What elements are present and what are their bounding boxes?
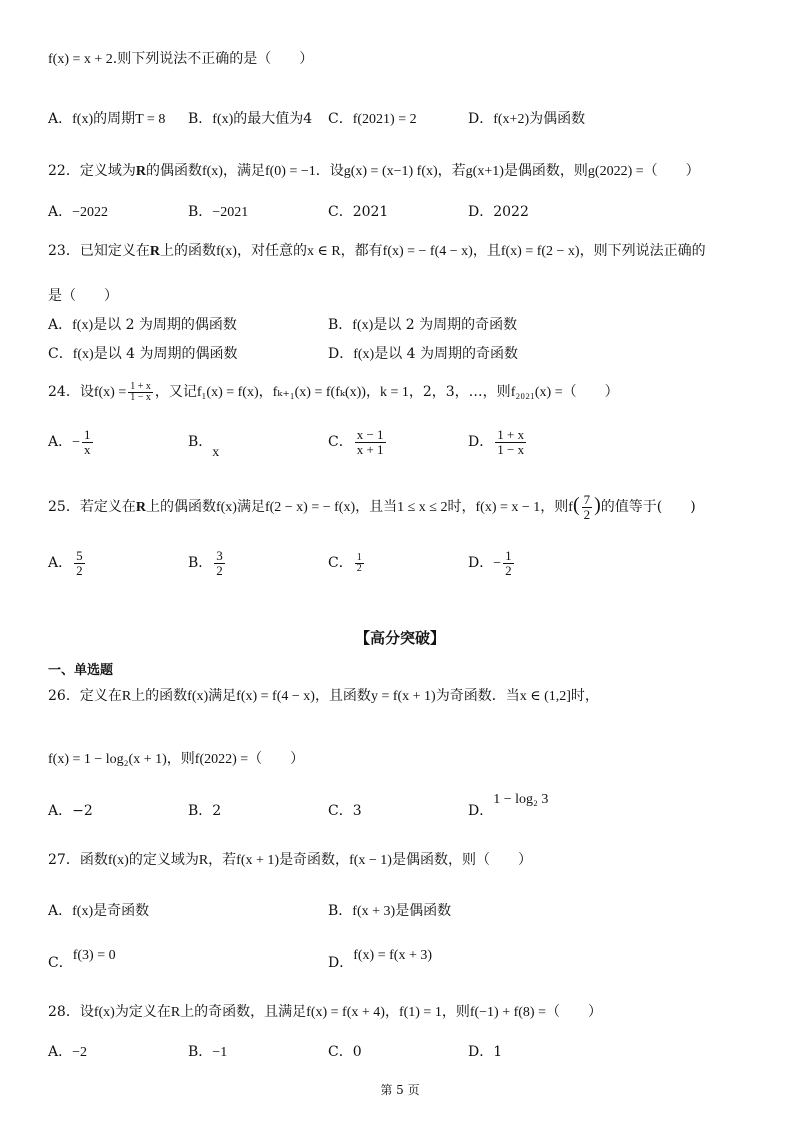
text: 为偶函数 xyxy=(529,111,586,127)
q28-option-a[interactable] xyxy=(48,1043,87,1062)
label: D．1 xyxy=(468,1044,503,1060)
q25-option-d[interactable] xyxy=(468,548,516,579)
label: D． xyxy=(468,434,494,450)
text: 的值等于( ) xyxy=(600,499,696,515)
math: f(x) xyxy=(201,164,223,179)
label: C． xyxy=(328,434,353,450)
q25-option-a[interactable] xyxy=(48,548,87,578)
text: ，且函数 xyxy=(314,688,371,704)
math: f(2022) = xyxy=(194,752,249,767)
label: D． xyxy=(468,111,494,127)
math: g(x) = (x−1) f(x) xyxy=(343,164,438,179)
math: f(x) xyxy=(352,318,374,333)
text: 时， xyxy=(570,688,599,704)
math: f(3) = 0 xyxy=(72,948,116,963)
label: C．2021 xyxy=(328,204,389,220)
math: 1 ≤ x ≤ 2 xyxy=(397,500,448,515)
label: A． xyxy=(48,434,73,450)
q23-option-b[interactable] xyxy=(328,316,517,335)
label: D． xyxy=(468,803,494,819)
math: f(x) = 1 − log₂(x + 1) xyxy=(48,752,167,767)
math: −2021 xyxy=(212,205,249,220)
text: 的偶函数 xyxy=(145,163,202,179)
q23-option-d[interactable] xyxy=(328,345,518,364)
text: 函数 xyxy=(79,852,108,868)
fraction xyxy=(503,549,514,578)
label: A． xyxy=(48,317,73,333)
label: A． xyxy=(48,903,73,919)
q26-stem xyxy=(48,687,599,706)
q24-fraction xyxy=(128,382,153,403)
text: 的最大值为4 xyxy=(233,111,313,127)
math: f(x) xyxy=(215,244,237,259)
math: f(x) = f(4 − x) xyxy=(236,689,315,704)
label: B． xyxy=(188,434,213,450)
denominator: 2 xyxy=(76,562,83,578)
section-subtitle: 一、单选题 xyxy=(48,663,114,678)
q22-stem xyxy=(48,162,700,181)
math: f(x) xyxy=(93,1005,115,1020)
q21-option-c[interactable] xyxy=(328,110,417,129)
text: ，则下列说法正确的 xyxy=(579,243,706,259)
math: x ∈ R xyxy=(306,244,341,259)
text: 为定义在 xyxy=(114,1004,171,1020)
text: 是奇函数， xyxy=(279,852,350,868)
label: A． xyxy=(48,555,73,571)
text: ，若 xyxy=(437,163,466,179)
text: 时， xyxy=(447,499,476,515)
text: ， xyxy=(258,384,273,400)
q27-option-c[interactable] xyxy=(48,946,116,971)
q24-option-c[interactable] xyxy=(328,427,388,457)
q26-option-a[interactable] xyxy=(48,802,93,820)
text: ， xyxy=(384,1004,399,1020)
text: 是偶函数，则 xyxy=(503,163,588,179)
text: 定义在 xyxy=(79,688,122,704)
math: −2022 xyxy=(72,205,109,220)
text: 满足 xyxy=(236,499,265,515)
q28-option-d[interactable] xyxy=(468,1043,502,1061)
q26-option-c[interactable] xyxy=(328,802,362,820)
math: f(x) = − f(4 − x) xyxy=(382,244,473,259)
q26-stem-line2 xyxy=(48,750,304,769)
q26-option-b[interactable] xyxy=(188,802,221,820)
text: 上的奇函数，且满足 xyxy=(180,1004,307,1020)
paren: ) xyxy=(594,494,601,516)
q24-number: 24．设 xyxy=(48,384,94,400)
math: f(2021) = 2 xyxy=(352,112,417,127)
math: y = f(x + 1) xyxy=(370,689,436,704)
label: C．3 xyxy=(328,803,362,819)
text: 上的偶函数 xyxy=(145,499,216,515)
q23-stem xyxy=(48,242,706,261)
text: ， xyxy=(365,384,380,400)
math: R xyxy=(121,689,132,704)
q25-stem xyxy=(48,490,696,523)
math: f(x) xyxy=(215,500,237,515)
text: 的定义域为 xyxy=(128,852,199,868)
label: B． xyxy=(188,111,213,127)
q21-text: .则下列说法不正确的是（ ） xyxy=(112,51,314,67)
label: A． xyxy=(48,111,73,127)
label: C． xyxy=(48,955,73,971)
q22-option-a[interactable] xyxy=(48,203,108,222)
label: C． xyxy=(48,346,73,362)
text: ，满足 xyxy=(222,163,265,179)
q24-option-a[interactable] xyxy=(48,427,95,458)
math: f(x + 3) xyxy=(352,904,396,919)
page-number: 第 5 页 xyxy=(380,1083,420,1097)
label: B．2 xyxy=(188,803,222,819)
math: x ∈ (1,2] xyxy=(519,689,571,704)
label: C．0 xyxy=(328,1044,362,1060)
text: （ ） xyxy=(562,384,619,400)
q24-stem xyxy=(48,380,619,405)
q28-option-c[interactable] xyxy=(328,1043,362,1061)
q24-option-d[interactable] xyxy=(468,427,528,457)
denominator: x + 1 xyxy=(356,441,384,457)
text: ，又记 xyxy=(154,384,197,400)
text: 为奇函数．当 xyxy=(435,688,520,704)
math: f(0) = −1 xyxy=(264,164,316,179)
q21-option-b[interactable] xyxy=(188,110,312,129)
label: D．2022 xyxy=(468,204,529,220)
q21-option-d[interactable] xyxy=(468,110,585,129)
q26-option-d[interactable] xyxy=(468,792,549,819)
math: g(2022) = xyxy=(587,164,644,179)
math: − xyxy=(493,556,502,571)
math: f(−1) + f(8) = xyxy=(469,1005,546,1020)
numerator: 3 xyxy=(216,547,223,563)
q28-number: 28．设 xyxy=(48,1004,94,1020)
text: 定义域为 xyxy=(79,163,136,179)
math: f(x) = xyxy=(93,385,127,400)
q27-option-a[interactable] xyxy=(48,902,149,921)
q27-number: 27． xyxy=(48,852,80,868)
math: f(x) = f(2 − x) xyxy=(500,244,580,259)
q24-option-b[interactable] xyxy=(188,433,220,460)
numerator: 1 xyxy=(505,547,512,563)
q23-number: 23． xyxy=(48,243,80,259)
q27-stem xyxy=(48,851,532,870)
text: ，则 xyxy=(540,499,569,515)
denominator: 2 xyxy=(216,562,223,578)
text: （ ） xyxy=(643,163,700,179)
text: ，都有 xyxy=(340,243,383,259)
text: 满足 xyxy=(208,688,237,704)
math: f(x) xyxy=(72,112,94,127)
numerator: 1 xyxy=(356,551,362,563)
numerator: 1 + x xyxy=(497,426,525,442)
denominator: x xyxy=(84,441,91,457)
q22-option-c[interactable] xyxy=(328,203,388,221)
text: 是偶函数，则（ ） xyxy=(391,852,532,868)
math: f(x+2) xyxy=(493,112,530,127)
text: 是以 4 为周期的偶函数 xyxy=(93,346,238,362)
math: f(1) = 1 xyxy=(398,1005,442,1020)
math: f(2 − x) = − f(x) xyxy=(264,500,356,515)
denominator: 1 − x xyxy=(497,441,525,457)
q22-option-d[interactable] xyxy=(468,203,529,221)
text: ，2，3，…，则 xyxy=(408,384,511,400)
text: 已知定义在 xyxy=(79,243,150,259)
label: B． xyxy=(328,903,353,919)
math: f(x) xyxy=(187,689,209,704)
q26-number: 26． xyxy=(48,688,80,704)
math: f(x) xyxy=(72,347,94,362)
math: R xyxy=(198,853,209,868)
math: T = 8 xyxy=(135,112,166,127)
q25-number: 25． xyxy=(48,499,80,515)
math: f(x) xyxy=(72,318,94,333)
math: f xyxy=(568,500,573,515)
numerator: 1 xyxy=(84,426,91,442)
math: f(x) = f(x + 3) xyxy=(353,948,432,963)
text: 是以 2 为周期的偶函数 xyxy=(93,317,237,333)
label: D． xyxy=(468,555,494,571)
label: B． xyxy=(188,204,213,220)
math: f₁(x) = f(x) xyxy=(196,385,259,400)
text: 的周期 xyxy=(93,111,136,127)
math: 1 − log₂ 3 xyxy=(493,792,549,807)
denominator: 2 xyxy=(583,506,591,522)
math: f(x + 1) xyxy=(236,853,280,868)
q27-option-b[interactable] xyxy=(328,902,451,921)
math: f₂₀₂₁(x) = xyxy=(510,385,563,400)
q21-option-a[interactable] xyxy=(48,110,165,129)
text: ，且当 xyxy=(355,499,398,515)
math: R xyxy=(135,164,146,179)
text: ，则 xyxy=(441,1004,470,1020)
math: fₖ₊₁(x) = f(fₖ(x)) xyxy=(272,385,366,400)
q28-option-b[interactable] xyxy=(188,1043,227,1062)
numerator: 5 xyxy=(76,547,83,563)
fraction xyxy=(355,553,364,574)
math: f(x) xyxy=(107,853,129,868)
math: g(x+1) xyxy=(465,164,504,179)
text: ．设 xyxy=(315,163,344,179)
fraction xyxy=(355,428,386,457)
label: C． xyxy=(328,111,353,127)
q23-stem-line2: 是（ ） xyxy=(48,288,118,304)
q22-option-b[interactable] xyxy=(188,203,248,222)
math: −1 xyxy=(212,1045,228,1060)
q21-stem xyxy=(48,50,313,69)
fraction xyxy=(214,549,225,578)
q23-option-a[interactable] xyxy=(48,316,237,335)
text: 是偶函数 xyxy=(395,903,452,919)
label: B． xyxy=(188,1044,213,1060)
math: f(x) = x − 1 xyxy=(475,500,541,515)
math: R xyxy=(135,500,146,515)
text: （ ） xyxy=(546,1004,602,1020)
math: f(x) xyxy=(72,904,94,919)
q21-math: f(x) = x + 2 xyxy=(48,52,113,67)
math: R xyxy=(170,1005,181,1020)
text: 是奇函数 xyxy=(93,903,150,919)
math: − xyxy=(72,435,81,450)
math: f(x − 1) xyxy=(349,853,392,868)
math: f(x) xyxy=(353,347,375,362)
label: A． xyxy=(48,204,73,220)
label: B． xyxy=(188,555,213,571)
numerator: x − 1 xyxy=(356,426,384,442)
numerator: 7 xyxy=(583,491,591,507)
math: −2 xyxy=(72,1045,88,1060)
numerator: 1 + x xyxy=(130,380,151,392)
label: A．−2 xyxy=(48,803,93,819)
text: 是以 2 为周期的奇函数 xyxy=(373,317,518,333)
q25-option-b[interactable] xyxy=(188,548,227,578)
text: 是以 4 为周期的奇函数 xyxy=(374,346,519,362)
text: ，对任意的 xyxy=(236,243,307,259)
q28-stem xyxy=(48,1003,602,1022)
text: （ ） xyxy=(248,751,305,767)
denominator: 1 − x xyxy=(130,391,151,403)
math: f(x) = f(x + 4) xyxy=(306,1005,385,1020)
fraction xyxy=(74,549,85,578)
text: 若定义在 xyxy=(79,499,136,515)
q23-option-c[interactable] xyxy=(48,345,238,364)
text: ，则 xyxy=(166,751,195,767)
text: ，若 xyxy=(208,852,237,868)
q22-number: 22． xyxy=(48,163,80,179)
denominator: 2 xyxy=(356,562,362,574)
fraction xyxy=(82,428,93,457)
fraction xyxy=(582,493,593,522)
label: D． xyxy=(328,955,354,971)
math: k = 1 xyxy=(379,385,409,400)
denominator: 2 xyxy=(505,562,512,578)
label: B． xyxy=(328,317,353,333)
label: A． xyxy=(48,1044,73,1060)
fraction xyxy=(495,428,526,457)
label: D． xyxy=(328,346,354,362)
math: f(x) xyxy=(212,112,234,127)
text: 上的函数 xyxy=(159,243,216,259)
paren: ( xyxy=(572,494,580,516)
text: 上的函数 xyxy=(131,688,188,704)
q25-option-c[interactable] xyxy=(328,548,366,578)
math: R xyxy=(149,244,160,259)
math: x xyxy=(212,445,220,460)
label: C． xyxy=(328,555,353,571)
q27-option-d[interactable] xyxy=(328,946,432,971)
section-title: 【高分突破】 xyxy=(354,629,445,647)
text: ，且 xyxy=(472,243,501,259)
